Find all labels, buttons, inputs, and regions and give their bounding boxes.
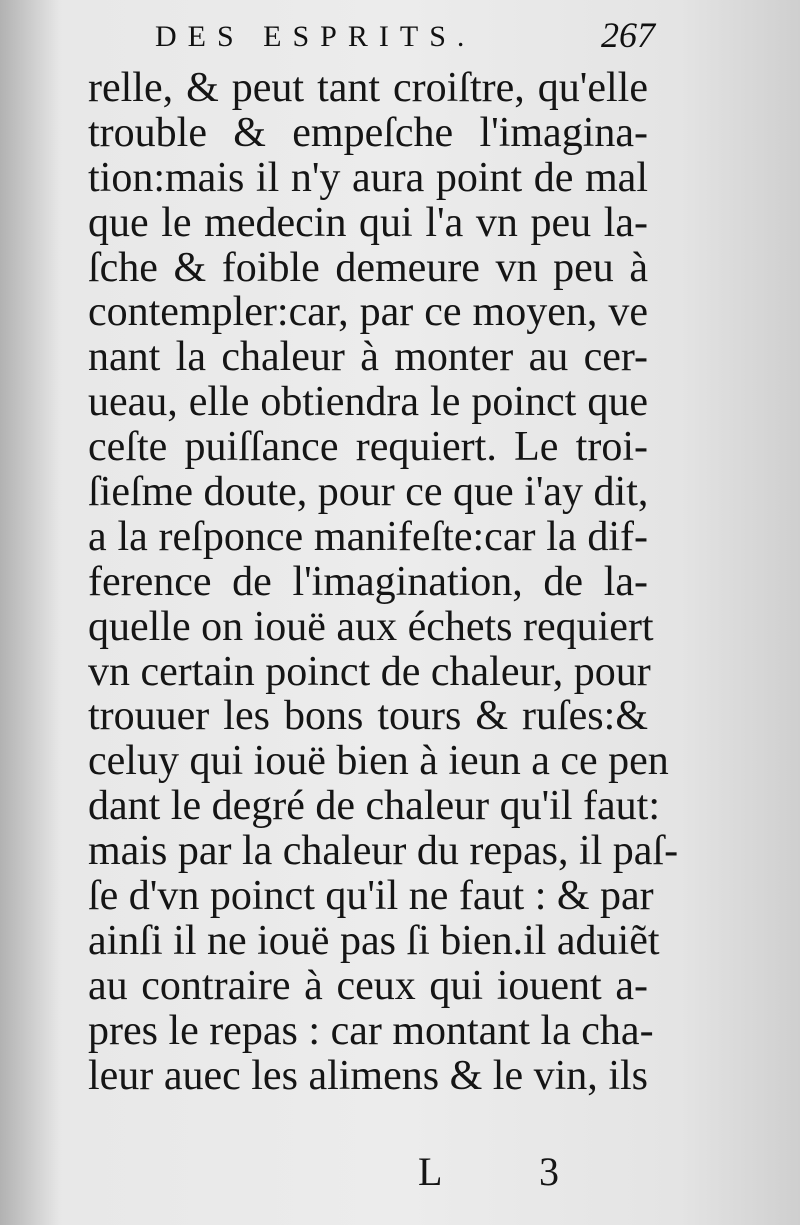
running-head: DES ESPRITS. — [155, 20, 476, 53]
page-number: 267 — [601, 15, 655, 55]
text-line: ueau, elle obtiendra le poinct que — [88, 379, 648, 426]
text-line: ſieſme doute, pour ce que i'ay dit, — [88, 469, 649, 516]
signature-mark: L 3 — [418, 1149, 603, 1194]
page-header — [155, 14, 655, 58]
text-line: ſche & foible demeure vn peu à — [88, 244, 648, 291]
text-line: a la reſponce manifeſte:car la dif- — [88, 513, 648, 560]
body-text — [88, 65, 679, 1099]
text-line: celuy qui iouë bien à ieun a ce pen — [88, 738, 669, 785]
text-line: dant le degré de chaleur qu'il faut: — [88, 783, 660, 830]
text-line: leur auec les alimens & le vin, ils — [88, 1052, 648, 1099]
text-line: relle, & peut tant croiſtre, qu'elle — [88, 65, 648, 111]
text-line: tion:mais il n'y aura point de mal — [88, 154, 648, 201]
text-line: quelle on iouë aux échets requiert — [88, 603, 654, 650]
text-line: au contraire à ceux qui iouent a- — [88, 962, 648, 1009]
text-line: nant la chaleur à monter au cer- — [88, 334, 648, 381]
text-line: trouble & empeſche l'imagina- — [88, 109, 648, 156]
text-line: que le medecin qui l'a vn peu la- — [88, 199, 648, 246]
page-gutter-shadow — [0, 0, 60, 1225]
text-line: ference de l'imagination, de la- — [88, 558, 648, 605]
text-line: contempler:car, par ce moyen, ve — [88, 289, 648, 336]
show-through-text — [670, 160, 800, 1140]
text-line: mais par la chaleur du repas, il paſ- — [88, 828, 679, 875]
text-line: pres le repas : car montant la cha- — [88, 1007, 654, 1054]
text-line: trouuer les bons tours & ruſes:& — [88, 693, 648, 740]
text-line: ſe d'vn poinct qu'il ne faut : & par — [88, 873, 654, 920]
text-line: vn certain poinct de chaleur, pour — [88, 648, 651, 695]
text-line: ceſte puiſſance requiert. Le troi- — [88, 424, 648, 471]
text-line: ainſi il ne iouë pas ſi bien.il aduiẽt — [88, 917, 660, 964]
